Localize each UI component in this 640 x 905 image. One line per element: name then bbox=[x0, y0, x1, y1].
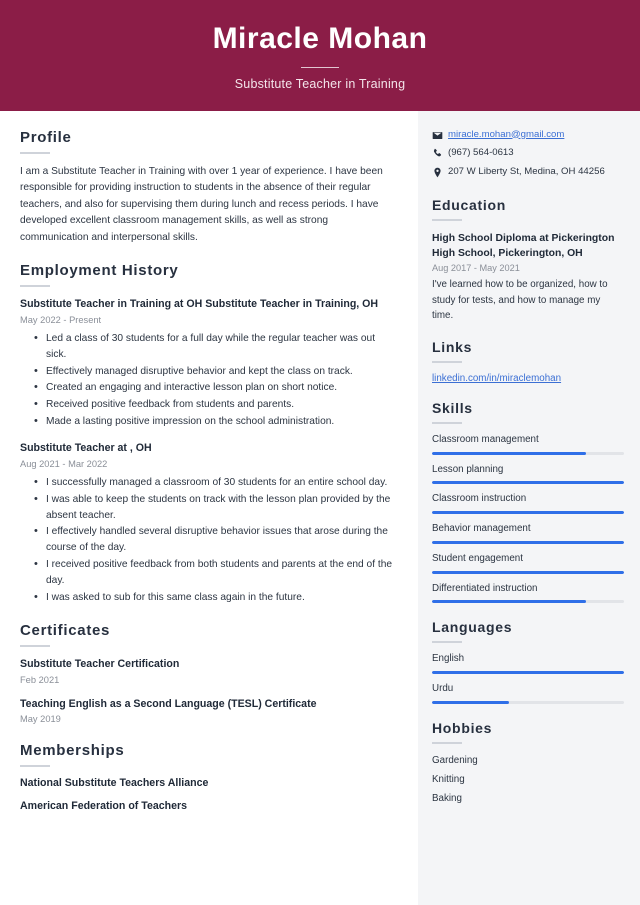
employment-bullet: • Received positive feedback from students and parents. bbox=[46, 397, 396, 413]
employment-entry-date: Aug 2021 - Mar 2022 bbox=[20, 458, 108, 469]
language-bar bbox=[432, 701, 624, 704]
section-links bbox=[432, 339, 624, 384]
employment-bullet: • I was able to keep the students on track with the lesson plan provided by the absent teacher. bbox=[46, 492, 396, 524]
certificate-date: May 2019 bbox=[20, 714, 61, 725]
main-column bbox=[0, 111, 418, 905]
education-list bbox=[432, 231, 624, 323]
section-heading-employment: Employment History bbox=[20, 262, 179, 280]
section-heading-languages: Languages bbox=[432, 619, 513, 636]
employment-entry-title: Substitute Teacher at , OH bbox=[20, 442, 152, 455]
language-bar bbox=[432, 671, 624, 674]
header-divider bbox=[301, 67, 339, 68]
map-pin-icon bbox=[432, 166, 448, 178]
skill-entry bbox=[432, 553, 624, 574]
employment-bullet: • Created an engaging and interactive lesson plan on short notice. bbox=[46, 380, 396, 396]
education-entry bbox=[432, 231, 624, 323]
section-heading-memberships: Memberships bbox=[20, 742, 125, 760]
contact-email-link[interactable]: miracle.mohan@gmail.com bbox=[448, 128, 565, 140]
section-rule bbox=[20, 765, 50, 767]
skill-bar bbox=[432, 511, 624, 514]
contact-phone-text: (967) 564-0613 bbox=[448, 147, 514, 159]
sidebar-column bbox=[418, 111, 640, 905]
skill-entry bbox=[432, 493, 624, 514]
skill-label: Lesson planning bbox=[432, 463, 504, 475]
memberships-list bbox=[20, 777, 396, 812]
section-heading-hobbies: Hobbies bbox=[432, 719, 493, 736]
links-list bbox=[432, 373, 624, 384]
education-date: Aug 2017 - May 2021 bbox=[432, 263, 520, 274]
hobby-entry: Knitting bbox=[432, 774, 465, 786]
skill-label: Classroom management bbox=[432, 433, 539, 445]
section-rule bbox=[432, 641, 462, 643]
profile-text: I am a Substitute Teacher in Training with over 1 year of experience. I have been responsible for providing instruction to students in the absence of their regular teachers, and also for supervising them during lunch and recess periods. I have developed excellent classroom management skills, as well as strong communication and interpersonal skills. bbox=[20, 165, 383, 243]
section-heading-skills: Skills bbox=[432, 399, 473, 416]
employment-bullet-list bbox=[20, 331, 396, 430]
skill-entry bbox=[432, 523, 624, 544]
membership-entry: National Substitute Teachers Alliance bbox=[20, 777, 209, 790]
section-skills bbox=[432, 400, 624, 603]
language-entry bbox=[432, 653, 624, 674]
certificate-title: Teaching English as a Second Language (TESL) Certificate bbox=[20, 697, 317, 710]
contact-email-row[interactable] bbox=[432, 129, 624, 142]
section-rule bbox=[432, 742, 462, 744]
section-education bbox=[432, 197, 624, 323]
certificates-list bbox=[20, 657, 396, 726]
skill-bar-fill bbox=[432, 571, 624, 574]
contact-address-text: 207 W Liberty St, Medina, OH 44256 bbox=[448, 166, 605, 178]
languages-list bbox=[432, 653, 624, 703]
employment-bullet: • I was asked to sub for this same class again in the future. bbox=[46, 590, 396, 606]
section-hobbies bbox=[432, 720, 624, 806]
education-description: I've learned how to be organized, how to study for tests, and how to manage my time. bbox=[432, 279, 608, 321]
employment-bullet-list bbox=[20, 475, 396, 606]
link-anchor[interactable]: linkedin.com/in/miraclemohan bbox=[432, 372, 562, 384]
envelope-icon bbox=[432, 129, 448, 141]
skill-entry bbox=[432, 583, 624, 604]
section-rule bbox=[20, 285, 50, 287]
resume-body bbox=[0, 111, 640, 905]
section-rule bbox=[432, 422, 462, 424]
skill-label: Differentiated instruction bbox=[432, 582, 538, 594]
certificate-entry bbox=[20, 697, 396, 727]
section-rule bbox=[432, 361, 462, 363]
contact-block bbox=[432, 129, 624, 180]
section-certificates bbox=[20, 622, 396, 726]
section-languages bbox=[432, 619, 624, 703]
candidate-name: Miracle Mohan bbox=[212, 22, 428, 55]
section-heading-profile: Profile bbox=[20, 128, 72, 146]
resume-header bbox=[0, 0, 640, 111]
certificate-title: Substitute Teacher Certification bbox=[20, 658, 180, 671]
section-memberships bbox=[20, 742, 396, 812]
skill-bar bbox=[432, 452, 624, 455]
membership-entry: American Federation of Teachers bbox=[20, 800, 188, 813]
candidate-job-title: Substitute Teacher in Training bbox=[234, 76, 406, 91]
skill-bar bbox=[432, 600, 624, 603]
section-rule bbox=[432, 219, 462, 221]
language-bar-fill bbox=[432, 671, 624, 674]
certificate-entry bbox=[20, 657, 396, 687]
employment-entry-title: Substitute Teacher in Training at OH Substitute Teacher in Training, OH bbox=[20, 298, 379, 311]
skill-label: Student engagement bbox=[432, 552, 523, 564]
language-bar-fill bbox=[432, 701, 509, 704]
section-profile bbox=[20, 129, 396, 247]
employment-bullet: • I effectively handled several disruptive behavior issues that arose during the course of the day. bbox=[46, 524, 396, 556]
language-label: English bbox=[432, 653, 465, 665]
skill-bar bbox=[432, 571, 624, 574]
skill-entry bbox=[432, 464, 624, 485]
section-heading-education: Education bbox=[432, 197, 506, 214]
certificate-date: Feb 2021 bbox=[20, 674, 60, 685]
contact-phone-row bbox=[432, 147, 624, 160]
section-heading-links: Links bbox=[432, 338, 473, 355]
link-entry bbox=[432, 373, 624, 384]
hobbies-list bbox=[432, 754, 624, 806]
skill-label: Classroom instruction bbox=[432, 493, 527, 505]
skill-bar bbox=[432, 541, 624, 544]
employment-list bbox=[20, 297, 396, 606]
contact-address-row bbox=[432, 166, 624, 179]
employment-bullet: • Effectively managed disruptive behavior and kept the class on track. bbox=[46, 364, 396, 380]
skills-list bbox=[432, 434, 624, 603]
section-heading-certificates: Certificates bbox=[20, 622, 111, 640]
language-label: Urdu bbox=[432, 683, 454, 695]
employment-entry-date: May 2022 - Present bbox=[20, 314, 102, 325]
skill-bar bbox=[432, 481, 624, 484]
skill-bar-fill bbox=[432, 452, 586, 455]
employment-bullet: • I successfully managed a classroom of 30 students for an entire school day. bbox=[46, 475, 396, 491]
hobby-entry: Baking bbox=[432, 793, 462, 805]
hobby-entry: Gardening bbox=[432, 754, 478, 766]
section-rule bbox=[20, 152, 50, 154]
skill-entry bbox=[432, 434, 624, 455]
skill-bar-fill bbox=[432, 600, 586, 603]
language-entry bbox=[432, 683, 624, 704]
skill-bar-fill bbox=[432, 511, 624, 514]
education-title: High School Diploma at Pickerington High School, Pickerington, OH bbox=[432, 233, 615, 260]
employment-entry bbox=[20, 297, 396, 430]
section-rule bbox=[20, 645, 50, 647]
section-employment bbox=[20, 262, 396, 606]
skill-label: Behavior management bbox=[432, 523, 531, 535]
employment-entry bbox=[20, 441, 396, 606]
employment-bullet: • I received positive feedback from both students and parents at the end of the day. bbox=[46, 557, 396, 589]
employment-bullet: • Made a lasting positive impression on the school administration. bbox=[46, 414, 396, 430]
skill-bar-fill bbox=[432, 541, 624, 544]
skill-bar-fill bbox=[432, 481, 624, 484]
employment-bullet: • Led a class of 30 students for a full day while the regular teacher was out sick. bbox=[46, 331, 396, 363]
phone-icon bbox=[432, 147, 448, 159]
